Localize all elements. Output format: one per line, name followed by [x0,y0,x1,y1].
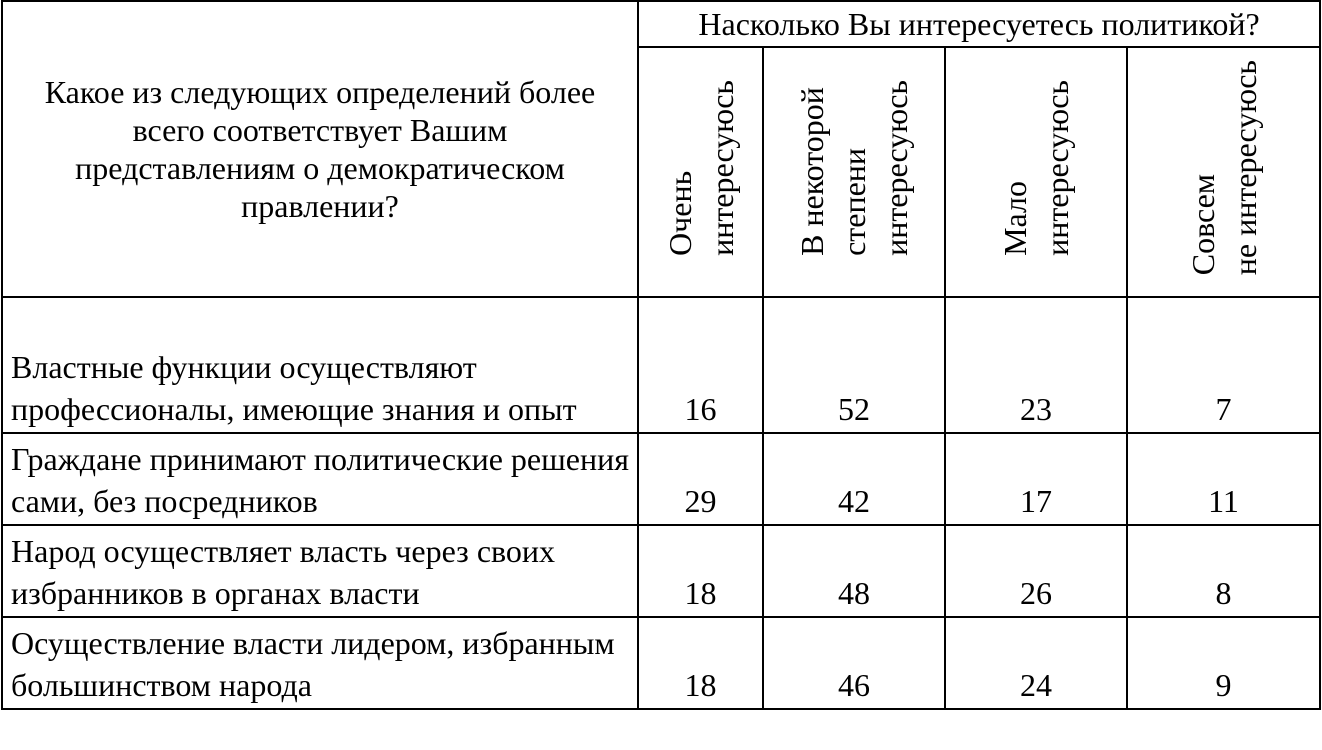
table-cell: 11 [1127,433,1320,525]
table-cell: 16 [638,297,763,433]
table-cell: 18 [638,617,763,709]
table-cell: 48 [763,525,945,617]
table-cell: 23 [945,297,1127,433]
table-cell: 52 [763,297,945,433]
column-header-not-interested [1127,47,1320,297]
row-label: Властные функции осуществляют профессионалы, имеющие знания и опыт [2,297,638,433]
column-header-label: Мало интересуюсь [997,80,1075,256]
column-header-somewhat-interested [763,47,945,297]
table-cell: 7 [1127,297,1320,433]
column-group-header: Насколько Вы интересуетесь политикой? [638,1,1320,47]
row-label: Осуществление власти лидером, избранным большинством народа [2,617,638,709]
header-row-top [2,1,1320,47]
table-cell: 24 [945,617,1127,709]
row-header-question: Какое из следующих определений более всего соответствует Вашим представлениям о демократическом правлении? [2,1,638,297]
table-cell: 9 [1127,617,1320,709]
table-cell: 8 [1127,525,1320,617]
column-header-very-interested [638,47,763,297]
row-label: Граждане принимают политические решения сами, без посредников [2,433,638,525]
column-header-label: В некоторой степени интересуюсь [794,80,914,256]
table-cell: 26 [945,525,1127,617]
table-row [2,433,1320,525]
table-row [2,525,1320,617]
column-header-label: Очень интересуюсь [661,80,740,256]
row-label: Народ осуществляет власть через своих избранников в органах власти [2,525,638,617]
table-cell: 46 [763,617,945,709]
table-cell: 18 [638,525,763,617]
table-cell: 42 [763,433,945,525]
table-cell: 17 [945,433,1127,525]
table-cell: 29 [638,433,763,525]
column-header-label: Совсем не интересуюсь [1184,60,1263,276]
column-header-little-interested [945,47,1127,297]
table-row [2,617,1320,709]
table-row [2,297,1320,433]
survey-table [1,0,1321,710]
